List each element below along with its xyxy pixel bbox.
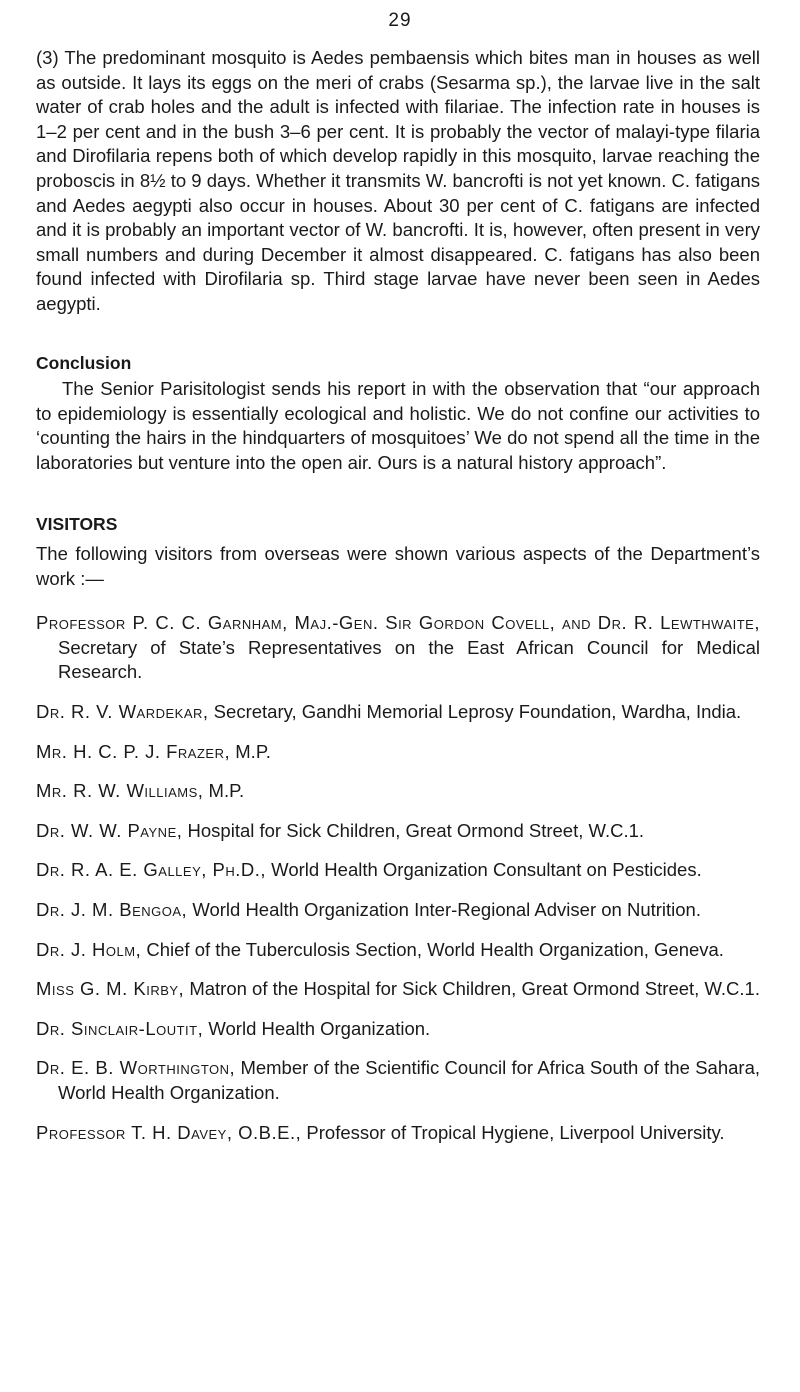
visitor-description: World Health Organization Consultant on Pesticides. [266, 859, 702, 881]
visitor-list [36, 611, 760, 1145]
visitor-entry [36, 858, 760, 883]
visitor-entry [36, 819, 760, 844]
visitor-entry [36, 700, 760, 725]
visitor-name: Dr. J. Holm, [36, 938, 142, 960]
visitor-entry [36, 1121, 760, 1146]
mosquito-paragraph: (3) The predominant mosquito is Aedes pembaensis which bites man in houses as well as outside. It lays its eggs on the meri of crabs (Sesarma sp.), the larvae live in the salt water of crab holes and the adult is infected with filariae. The infection rate in houses is 1–2 per cent and in the bush 3–6 per cent. It is probably the vector of malayi-type filaria and Dirofilaria repens both of which develop rapidly in this mosquito, larvae reaching the proboscis in 8½ to 9 days. Whether it transmits W. bancrofti is not yet known. C. fatigans and Aedes aegypti also occur in houses. About 30 per cent of C. fatigans are infected and it is probably an important vector of W. bancrofti. It is, however, often present in very small numbers and during December it almost disappeared. C. fatigans has also been found infected with Dirofilaria sp. Third stage larvae have never been seen in Aedes aegypti. [36, 47, 760, 314]
visitor-name: Dr. J. M. Bengoa, [36, 899, 188, 921]
visitor-description: Secretary of State’s Representatives on the East African Council for Medical Research. [58, 636, 760, 683]
visitor-entry [36, 1056, 760, 1105]
visitor-entry [36, 740, 760, 765]
visitors-intro: The following visitors from overseas were shown various aspects of the Department’s work :— [36, 543, 760, 589]
visitor-name: Dr. R. V. Wardekar, [36, 701, 209, 723]
visitor-entry [36, 1017, 760, 1042]
visitor-description: World Health Organization Inter-Regional Adviser on Nutrition. [187, 899, 701, 921]
visitor-entry [36, 938, 760, 963]
conclusion-paragraph: The Senior Parisitologist sends his report in with the observation that “our approach to epidemiology is essentially ecological and holistic. We do not confine our activities to ‘counting the hairs in the hindquarters of mosquitoes’ We do not spend all the time in the laboratories but venture into the open air. Ours is a natural history approach”. [36, 378, 760, 473]
visitor-entry [36, 977, 760, 1002]
page-content [36, 46, 760, 1145]
visitor-entry [36, 898, 760, 923]
visitor-name: Dr. E. B. Worthington, [36, 1057, 236, 1079]
visitor-description: Matron of the Hospital for Sick Children, Great Ormond Street, W.C.1. [184, 978, 760, 1000]
visitor-description: World Health Organization. [203, 1017, 431, 1039]
visitor-description: Secretary, Gandhi Memorial Leprosy Foundation, Wardha, India. [208, 701, 742, 723]
visitor-description: M.P. [203, 780, 245, 802]
visitor-name: Professor T. H. Davey, O.B.E., [36, 1121, 302, 1143]
visitor-description: Professor of Tropical Hygiene, Liverpool University. [301, 1121, 725, 1143]
visitor-entry [36, 611, 760, 685]
visitor-entry [36, 779, 760, 804]
visitor-description: Hospital for Sick Children, Great Ormond Street, W.C.1. [182, 819, 645, 841]
visitor-name: Miss G. M. Kirby, [36, 978, 185, 1000]
visitor-name: Dr. Sinclair-Loutit, [36, 1017, 204, 1039]
visitor-name: Professor P. C. C. Garnham, Maj.-Gen. Sir Gordon Covell, and Dr. R. Lewthwaite, [36, 612, 760, 634]
visitor-name: Dr. W. W. Payne, [36, 819, 183, 841]
visitor-name: Mr. H. C. P. J. Frazer, [36, 740, 231, 762]
visitor-name: Mr. R. W. Williams, [36, 780, 204, 802]
visitor-name: Dr. R. A. E. Galley, Ph.D., [36, 859, 267, 881]
visitor-description: Member of the Scientific Council for Africa South of the Sahara, World Health Organization. [58, 1057, 760, 1103]
visitors-heading: VISITORS [36, 513, 118, 534]
conclusion-heading: Conclusion [36, 352, 132, 373]
visitor-description: Chief of the Tuberculosis Section, World Health Organization, Geneva. [141, 938, 724, 960]
page-number: 29 [388, 10, 412, 31]
visitor-description: M.P. [230, 740, 271, 762]
